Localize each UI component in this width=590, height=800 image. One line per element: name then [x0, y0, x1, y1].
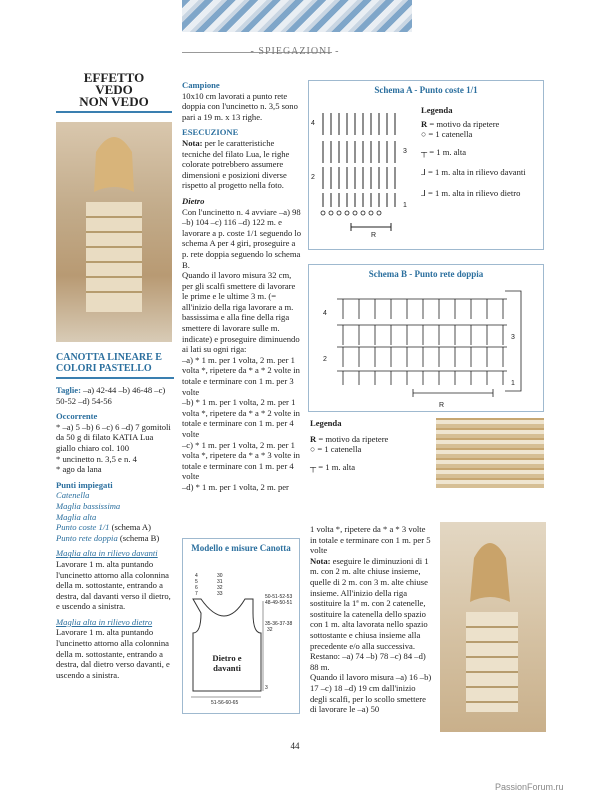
stitch-note: (schema A) [109, 522, 151, 533]
section-label: - SPIEGAZIONI - [250, 46, 340, 57]
stitch-item: Catenella [56, 490, 90, 501]
back-text: Con l'uncinetto n. 4 avviare –a) 98 –b) 104 –c) 116 –d) 122 m. e lavorare a p. coste 1/1 seguendo lo schema A per 4 giri, proseguire a p. rete doppia seguendo lo schema B. [182, 206, 302, 270]
schema-b-symbols [337, 291, 521, 397]
legend-symbol: R [310, 434, 317, 444]
row-number: 4 [323, 310, 327, 317]
schema-b-title: Schema B - Punto rete doppia [368, 269, 484, 279]
schema-a-chart [311, 101, 421, 241]
title-line: EFFETTO [83, 70, 145, 85]
schema-b-box [308, 264, 544, 412]
front-raised-text: Lavorare 1 m. alta puntando l'uncinetto attorno alla colonnina della m. sottostante, entrando a destra, dal davanti verso il dietro, e uscendo a sinistra. [56, 558, 171, 612]
dim-top-right-2: 48-49-50-51 [265, 600, 293, 606]
back-text: Quando il lavoro misura 32 cm, per gli scalfi smettere di lavorare le prime e le ultime 3 m. (= all'inizio della riga lavorare a m. bassissima e alla fine della riga smettere di lavorare sulle m. indicate) e proseguire diminuendo ai lati su ogni riga: [182, 270, 300, 355]
title-line: VEDO [95, 82, 133, 97]
right-text: 1 volta *, ripetere da * a * 3 volte in totale e terminare con 1 m. per 5 volte [310, 524, 431, 556]
back-raised-heading: Maglia alta in rilievo dietro [56, 616, 153, 627]
stitch-name: Punto coste 1/1 [56, 522, 110, 533]
schema-b-legend [310, 418, 430, 472]
dim-left: 5 [195, 579, 198, 585]
model-photo-illustration [56, 122, 172, 342]
needed-item: * uncinetto n. 3,5 e n. 4 [56, 453, 137, 464]
row-number: 4 [311, 120, 315, 127]
title-rule [56, 111, 172, 113]
sample-heading: Campione [182, 80, 220, 90]
legend-text: = motivo da ripetere [318, 434, 389, 444]
raised-front-symbol-icon: ⅃ [421, 167, 426, 177]
dim-side-2: 32 [267, 627, 273, 633]
needed-item: * –a) 5 –b) 6 –c) 6 –d) 7 gomitoli da 50 g di filato KATIA Lua giallo chiaro col. 100 [56, 421, 171, 453]
header-swatch-image [182, 0, 412, 32]
back-text: –a) * 1 m. per 1 volta, 2 m. per 1 volta *, ripetere da * a * 2 volte in totale e terminare con 1 m. per 3 volte [182, 354, 300, 397]
row-number: 1 [511, 380, 515, 387]
model-box [182, 538, 300, 714]
schema-a-legend [421, 105, 541, 199]
back-heading: Dietro [182, 195, 205, 206]
legend-text: = 1 m. alta in rilievo davanti [427, 167, 526, 177]
stitch-item: Maglia alta [56, 511, 97, 522]
treble-symbol-icon: ┬ [421, 147, 428, 157]
right-note: eseguire le diminuzioni di 1 m. con 2 m. alte chiuse insieme, quelle di 2 m. con 3 m. alte chiuse insieme. All'inizio della riga sostituire la 1ª m. con 2 catenelle, sostituire la catenella dello spazio con 1 m. alta lavorata nello spazio sottostante e chiusa insieme alla precedente e/o alla successiva. [310, 555, 429, 651]
stitch-name: Punto rete doppia [56, 532, 118, 543]
legend-text: = 1 m. alta in rilievo dietro [427, 188, 521, 198]
stitch-note: (schema B) [117, 532, 160, 543]
dim-mid: 32 [217, 585, 223, 591]
model-title: Modello e misure Canotta [191, 543, 291, 553]
model-photo-illustration [440, 522, 546, 732]
right-rest: Restano: –a) 74 –b) 78 –c) 84 –d) 88 m. [310, 651, 426, 672]
row-number: 2 [323, 356, 327, 363]
legend-text: = motivo da ripetere [429, 119, 500, 129]
part-label: Dietro e davanti [212, 653, 242, 673]
dim-side: 35-36-37-38 [265, 621, 293, 627]
legend-symbol: R [421, 119, 428, 129]
back-text: –c) * 1 m. per 1 volta, 2 m. per 1 volta *, ripetere da * a * 3 volte in totale e terminare con 1 m. per 4 volte [182, 439, 300, 482]
sizes-text: –a) 42-44 –b) 46-48 –c) 50-52 –d) 54-56 [56, 385, 166, 406]
right-text: Quando il lavoro misura –a) 16 –b) 17 –c) 18 –d) 19 cm dall'inizio degli scalfi, per lo scollo smettere di lavorare le –a) 50 [310, 672, 432, 715]
back-raised-text: Lavorare 1 m. alta puntando l'uncinetto attorno alla colonnina della m. sottostante, entrando a destra, dal dietro verso davanti, e uscendo a sinistra. [56, 627, 170, 680]
schema-b-chart [313, 281, 533, 411]
sizes-label: Taglie: [56, 385, 81, 395]
exec-note-label: Nota: [182, 137, 203, 148]
dim-bottom: 51-56-60-65 [211, 700, 239, 706]
stitch-item [56, 533, 174, 544]
product-title: CANOTTA LINEARE E COLORI PASTELLO [56, 352, 162, 374]
dim-bottom-side: 3 [265, 685, 268, 691]
stitch-swatch-photo [436, 418, 544, 488]
right-text-column [310, 524, 434, 715]
middle-column [182, 80, 302, 493]
model-schematic [183, 573, 301, 713]
chain-symbol-icon: ○ [310, 444, 316, 454]
legend-text: = 1 catenella [317, 444, 362, 454]
left-column [56, 72, 172, 113]
needed-item: * ago da lana [56, 464, 102, 475]
legend-text: = 1 m. alta [318, 462, 356, 472]
stitch-item [56, 522, 174, 533]
row-number: 3 [403, 148, 407, 155]
dim-left: 7 [195, 591, 198, 597]
dim-mid: 31 [217, 579, 223, 585]
title-line: NON VEDO [79, 94, 149, 109]
sample-text: 10x10 cm lavorati a punto rete doppia con l'uncinetto n. 3,5 sono pari a 19 m. x 13 righe. [182, 90, 298, 122]
back-text: –d) * 1 m. per 1 volta, 2 m. per [182, 481, 289, 492]
dim-top-right: 50-51-52-53 [265, 594, 293, 600]
treble-symbol-icon: ┬ [310, 462, 317, 472]
legend-text: = 1 catenella [428, 129, 473, 139]
front-raised-heading: Maglia alta in rilievo davanti [56, 548, 158, 559]
stitch-item: Maglia bassissima [56, 500, 121, 511]
row-number: 2 [311, 174, 315, 181]
exec-heading: ESECUZIONE [182, 127, 239, 138]
legend-heading: Legenda [421, 105, 453, 115]
legend-text: = 1 m. alta [429, 147, 467, 157]
product-title-rule [56, 377, 174, 379]
dim-left: 4 [195, 573, 198, 579]
needed-heading: Occorrente [56, 411, 98, 422]
model-photo-top [56, 122, 172, 342]
dim-left: 6 [195, 585, 198, 591]
schema-a-symbols [323, 113, 395, 231]
schema-a-box [308, 80, 544, 250]
dim-mid: 30 [217, 573, 223, 579]
watermark: PassionForum.ru [495, 782, 564, 792]
dim-mid: 33 [217, 591, 223, 597]
raised-back-symbol-icon: ⅃ [421, 188, 426, 198]
repeat-marker: R [371, 232, 377, 239]
legend-heading: Legenda [310, 418, 342, 428]
stitches-heading: Punti impiegati [56, 479, 113, 490]
exec-note: per le caratteristiche tecniche del filato Lua, le righe colorate potrebbero assumere dimensioni e posizioni diverse rispetto al progetto nella foto. [182, 137, 290, 191]
magazine-title [56, 72, 172, 108]
repeat-marker: R [439, 402, 445, 409]
chain-symbol-icon: ○ [421, 129, 427, 139]
right-note-label: Nota: [310, 555, 331, 566]
row-number: 1 [403, 202, 407, 209]
schema-a-title: Schema A - Punto coste 1/1 [374, 85, 478, 95]
model-photo-bottom [440, 522, 546, 732]
back-text: –b) * 1 m. per 1 volta, 2 m. per 1 volta *, ripetere da * a * 2 volte in totale e terminare con 1 m. per 4 volte [182, 397, 300, 439]
row-number: 3 [511, 334, 515, 341]
left-text-column [56, 352, 174, 685]
page-number: 44 [290, 741, 300, 751]
